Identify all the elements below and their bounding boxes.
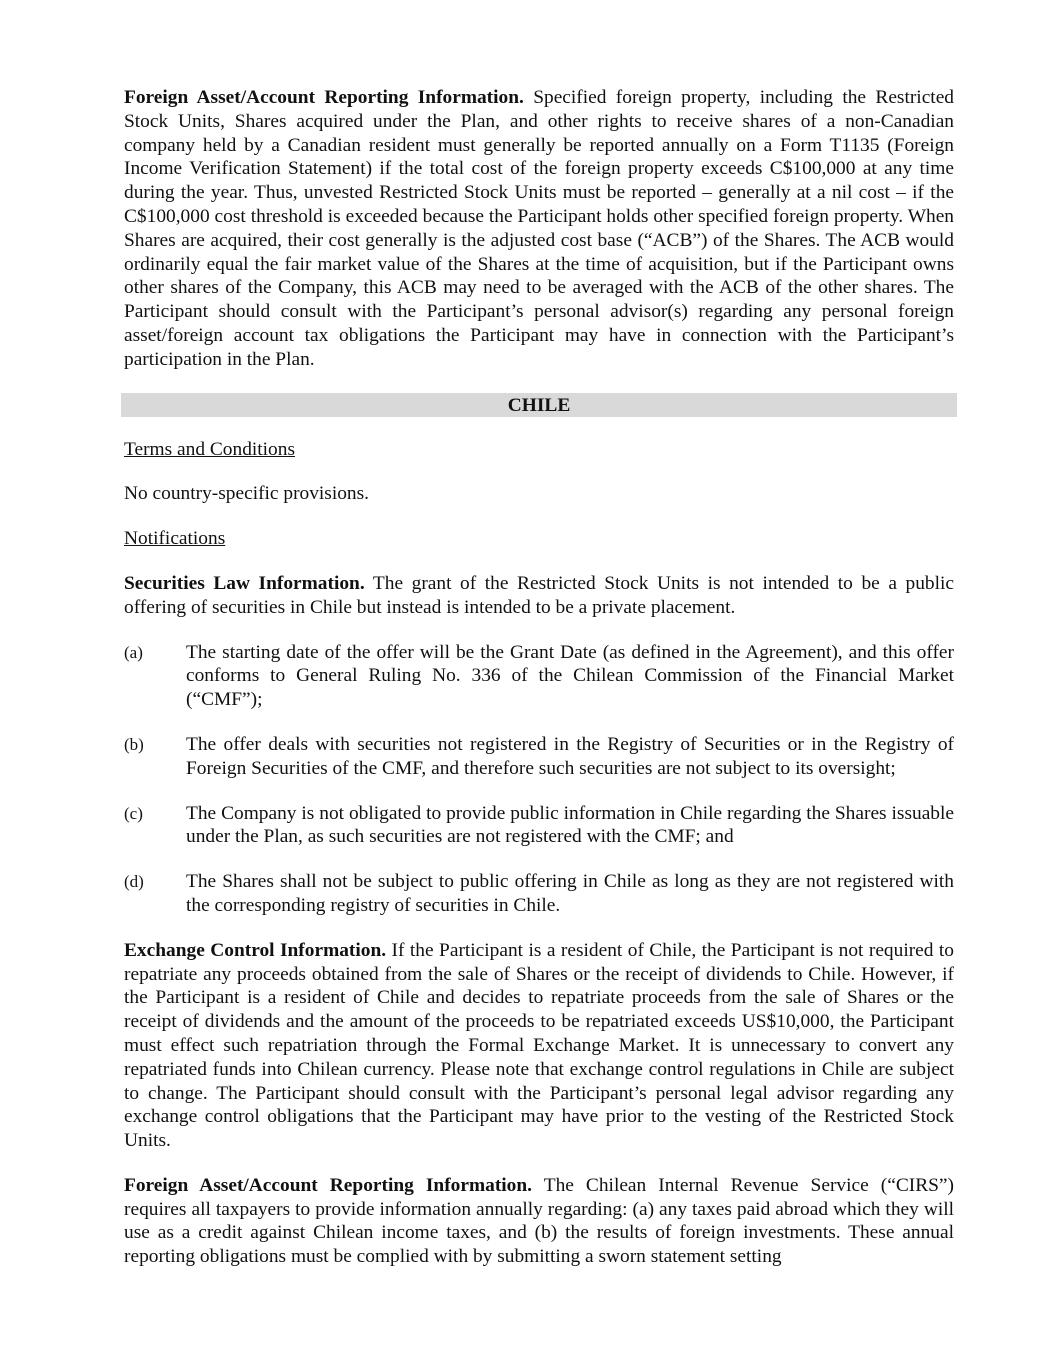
list-item-text: The Company is not obligated to provide public information in Chile regarding the Shares issuable under the Plan, as such securities are not registered with the CMF; and (186, 802, 954, 848)
securities-body: The grant of the Restricted Stock Units is not intended to be a public offering of securities in Chile but instead is intended to be a private placement. (124, 572, 954, 618)
list-item-label: (a) (124, 642, 143, 662)
list-item-label: (d) (124, 872, 144, 892)
list-item-text: The starting date of the offer will be the Grant Date (as defined in the Agreement), and this offer conforms to General Ruling No. 336 of the Chilean Commission of the Financial Market (“CMF”); (186, 641, 954, 711)
list-item (124, 802, 954, 850)
chile-reporting-heading: Foreign Asset/Account Reporting Information. (124, 1174, 532, 1196)
terms-heading: Terms and Conditions (124, 438, 295, 460)
securities-heading: Securities Law Information. (124, 572, 365, 594)
list-item-label: (b) (124, 734, 144, 754)
canada-reporting-heading: Foreign Asset/Account Reporting Information. (124, 87, 524, 108)
canada-reporting-body: Specified foreign property, including the Restricted Stock Units, Shares acquired under the Plan, and other rights to receive shares of a non-Canadian company held by a Canadian resident must generally be reported annually on a Form T1135 (Foreign Income Verification Statement) if the total cost of the foreign property exceeds C$100,000 at any time during the year. Thus, unvested Restricted Stock Units must be reported – generally at a nil cost – if the C$100,000 cost threshold is exceeded because the Participant holds other specified foreign property. When Shares are acquired, their cost generally is the adjusted cost base (“ACB”) of the Shares. The ACB would ordinarily equal the fair market value of the Shares at the time of acquisition, but if the Participant owns other shares of the Company, this ACB may need to be averaged with the ACB of the other shares. The Participant should consult with the Participant’s personal advisor(s) regarding any personal foreign asset/foreign account tax obligations the Participant may have in connection with the Participant’s participation in the Plan. (124, 87, 954, 370)
securities-paragraph (124, 572, 954, 620)
list-item (124, 733, 954, 781)
exchange-control-heading: Exchange Control Information. (124, 939, 387, 961)
list-item (124, 641, 954, 712)
list-item (124, 870, 954, 918)
page-content (124, 86, 954, 1269)
chile-reporting-body: The Chilean Internal Revenue Service (“CIRS”) requires all taxpayers to provide information annually regarding: (a) any taxes paid abroad which they will use as a credit against Chilean income taxes, and (b) the results of foreign investments. These annual reporting obligations must be complied with by submitting a sworn statement setting (124, 1174, 954, 1268)
list-item-label: (c) (124, 803, 143, 823)
canada-reporting-paragraph (124, 86, 954, 372)
country-header-chile: CHILE (121, 393, 957, 417)
notifications-heading: Notifications (124, 528, 226, 550)
terms-body: No country-specific provisions. (124, 483, 370, 505)
exchange-control-paragraph (124, 939, 954, 1153)
exchange-control-body: If the Participant is a resident of Chile, the Participant is not required to repatriate any proceeds obtained from the sale of Shares or the receipt of dividends to Chile. However, if the Participant is a resident of Chile and decides to repatriate proceeds from the sale of Shares or the receipt of dividends and the amount of the proceeds to be repatriated exceeds US$10,000, the Participant must effect such repatriation through the Formal Exchange Market. It is unnecessary to convert any repatriated funds into Chilean currency. Please note that exchange control regulations in Chile are subject to change. The Participant should consult with the Participant’s personal legal advisor regarding any exchange control obligations that the Participant may have prior to the vesting of the Restricted Stock Units. (124, 939, 954, 1152)
list-item-text: The Shares shall not be subject to public offering in Chile as long as they are not registered with the corresponding registry of securities in Chile. (186, 871, 954, 916)
list-item-text: The offer deals with securities not registered in the Registry of Securities or in the Registry of Foreign Securities of the CMF, and therefore such securities are not subject to its oversight; (186, 733, 954, 779)
chile-reporting-paragraph (124, 1174, 954, 1269)
